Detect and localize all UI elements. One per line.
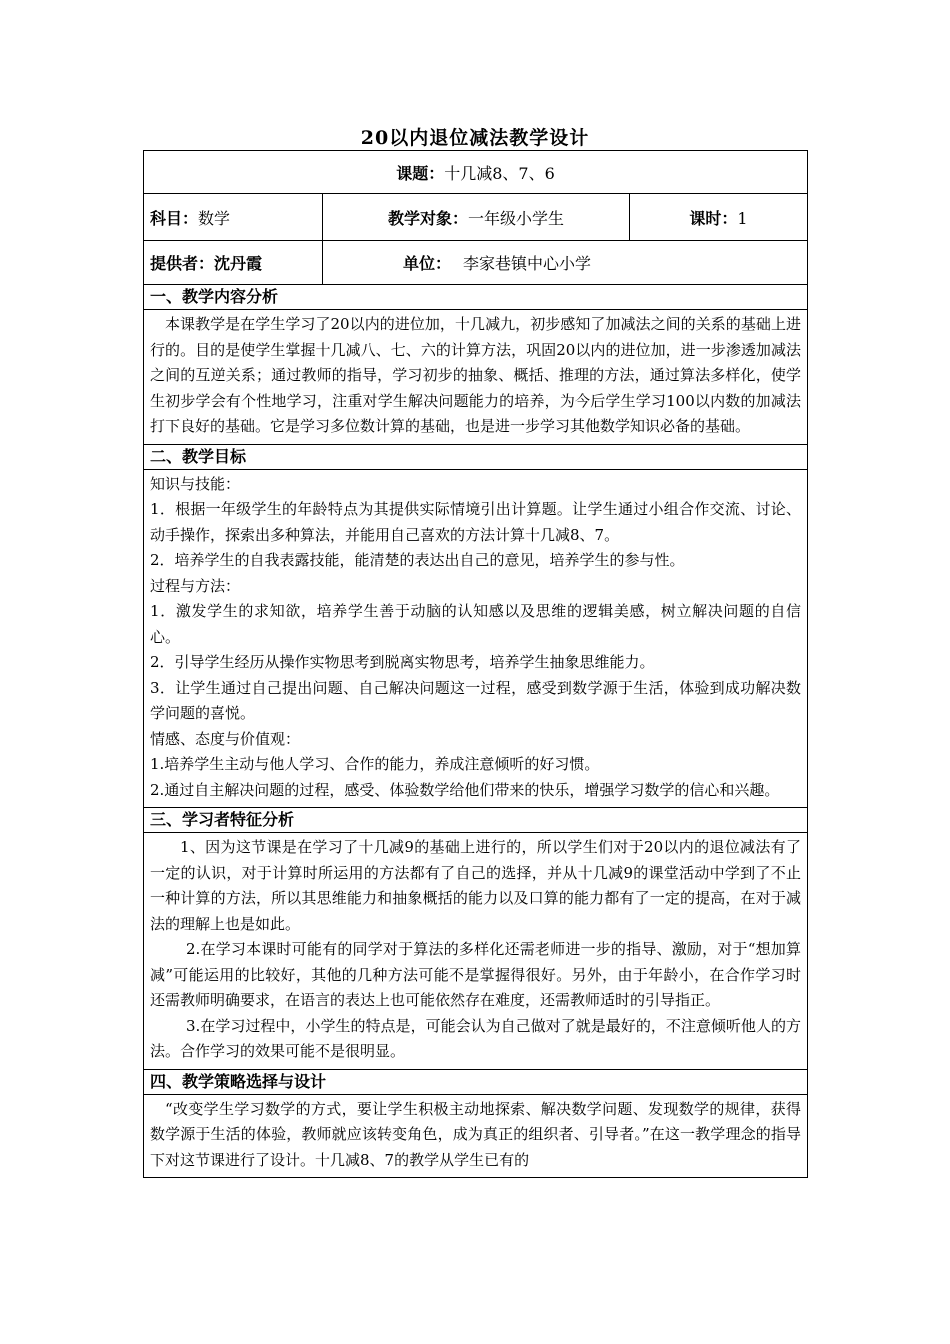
paragraph: 3.在学习过程中，小学生的特点是，可能会认为自己做对了就是最好的，不注意倾听他人的方法。合作学习的效果可能不是很明显。 — [150, 1016, 801, 1060]
provider-label: 提供者： — [150, 254, 215, 273]
section-strategy-heading-row — [144, 1069, 808, 1094]
lesson-plan-table — [143, 150, 808, 1178]
section-strategy-body-row — [144, 1094, 808, 1178]
section-content-analysis-heading-row — [144, 285, 808, 310]
list-item: 3．让学生通过自己提出问题、自己解决问题这一过程，感受到数学源于生活，体验到成功解决数学问题的喜悦。 — [150, 678, 801, 722]
provider-value: 沈丹霞 — [214, 254, 263, 273]
section-heading: 二、教学目标 — [144, 444, 808, 469]
list-item: 2．培养学生的自我表露技能，能清楚的表达出自己的意见，培养学生的参与性。 — [150, 551, 685, 569]
section-learner-analysis-heading-row — [144, 808, 808, 833]
paragraph: 本课教学是在学生学习了20以内的进位加，十几减九，初步感知了加减法之间的关系的基础上进行的。目的是使学生掌握十几减八、七、六的计算方法，巩固20以内的进位加，进一步渗透加减法之间的互逆关系；通过教师的指导，学习初步的抽象、概括、推理的方法，通过算法多样化，使学生初步学会有个性地学习，注重对学生解决问题能力的培养，为今后学生学习100以内数的加减法打下良好的基础。它是学习多位数计算的基础，也是进一步学习其他数学知识必备的基础。 — [150, 315, 801, 435]
topic-row — [144, 151, 808, 194]
section-heading: 一、教学内容分析 — [144, 285, 808, 310]
section-learner-analysis-body-row — [144, 833, 808, 1070]
subject-label: 科目： — [150, 208, 199, 228]
list-item: 1.培养学生主动与他人学习、合作的能力，养成注意倾听的好习惯。 — [150, 755, 600, 773]
subheading-process: 过程与方法： — [150, 576, 241, 595]
hours-label: 课时： — [689, 208, 738, 228]
section-objectives-body-row — [144, 469, 808, 808]
paragraph: 2.在学习本课时可能有的同学对于算法的多样化还需老师进一步的指导、激励，对于“想加算减”可能运用的比较好，其他的几种方法可能不是掌握得很好。另外，由于年龄小，在合作学习时还需教师明确要求，在语言的表达上也可能依然存在难度，还需教师适时的引导指正。 — [150, 940, 801, 1009]
list-item: 2．引导学生经历从操作实物思考到脱离实物思考，培养学生抽象思维能力。 — [150, 653, 655, 671]
subheading-knowledge: 知识与技能： — [150, 474, 241, 493]
target-value: 一年级小学生 — [468, 208, 565, 228]
subheading-emotion: 情感、态度与价值观： — [150, 729, 301, 748]
list-item: 2.通过自主解决问题的过程，感受、体验数学给他们带来的快乐，增强学习数学的信心和兴趣。 — [150, 780, 780, 799]
unit-value: 李家巷镇中心小学 — [463, 254, 592, 273]
unit-label: 单位： — [403, 254, 452, 273]
document-page — [143, 118, 807, 1178]
section-heading: 三、学习者特征分析 — [144, 808, 808, 833]
info-row-1 — [144, 194, 808, 241]
list-item: 1．激发学生的求知欲，培养学生善于动脑的认知感以及思维的逻辑美感，树立解决问题的自信心。 — [150, 602, 801, 646]
subject-value: 数学 — [198, 208, 231, 228]
section-objectives-heading-row — [144, 444, 808, 469]
document-title: 20以内退位减法教学设计 — [360, 127, 590, 149]
target-label: 教学对象： — [387, 208, 468, 228]
hours-value: 1 — [737, 208, 748, 228]
paragraph: 1、因为这节课是在学习了十几减9的基础上进行的，所以学生们对于20以内的退位减法有了一定的认识，对于计算时所运用的方法都有了自己的选择，并从十几减9的课堂活动中学到了不止一种计算的方法，所以其思维能力和抽象概括的能力以及口算的能力都有了一定的提高，在对于减法的理解上也是如此。 — [150, 838, 801, 933]
section-heading: 四、教学策略选择与设计 — [144, 1069, 808, 1094]
topic-value: 十几减8、7、6 — [444, 163, 555, 183]
topic-label: 课题： — [396, 163, 445, 183]
section-content-analysis-body-row — [144, 310, 808, 445]
paragraph: “改变学生学习数学的方式，要让学生积极主动地探索、解决数学问题、发现数学的规律，获得数学源于生活的体验，教师就应该转变角色，成为真正的组织者、引导者。”在这一教学理念的指导下对这节课进行了设计。十几减8、7的教学从学生已有的 — [150, 1099, 801, 1169]
info-row-2 — [144, 241, 808, 285]
list-item: 1．根据一年级学生的年龄特点为其提供实际情境引出计算题。让学生通过小组合作交流、讨论、动手操作，探索出多种算法，并能用自己喜欢的方法计算十几减8、7。 — [150, 500, 801, 544]
